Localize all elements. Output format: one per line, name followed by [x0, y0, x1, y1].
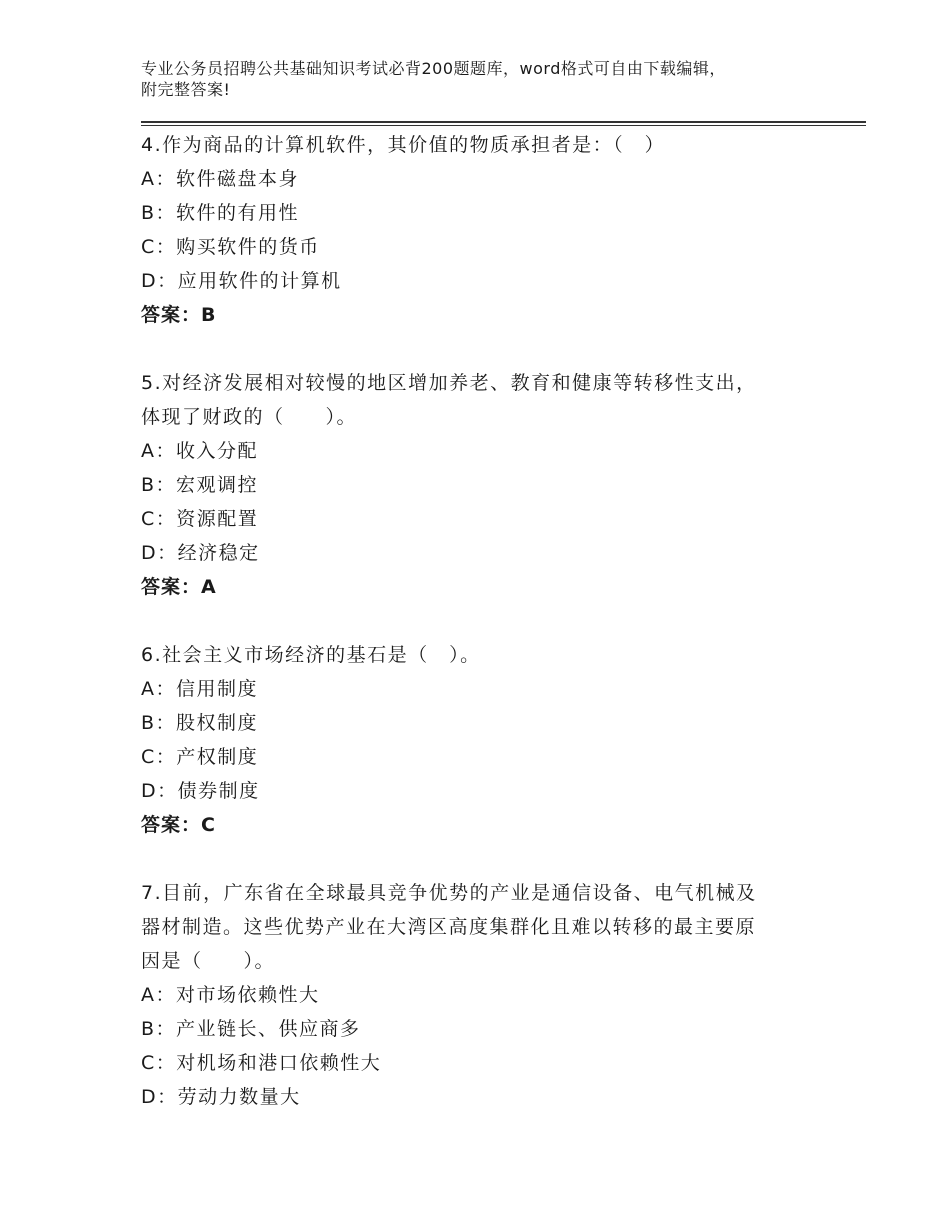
option-c: C：购买软件的货币 [141, 236, 320, 258]
answer: 答案：C [141, 814, 216, 836]
question-stem: 6.社会主义市场经济的基石是（ ）。 [141, 644, 481, 666]
header-line-1: 专业公务员招聘公共基础知识考试必背200题题库，word格式可自由下载编辑， [141, 59, 726, 78]
question-block [141, 366, 841, 604]
option-b: B：产业链长、供应商多 [141, 1018, 361, 1040]
option-b: B：宏观调控 [141, 474, 259, 496]
option-d: D：劳动力数量大 [141, 1086, 301, 1108]
option-c: C：对机场和港口依赖性大 [141, 1052, 382, 1074]
option-b: B：软件的有用性 [141, 202, 300, 224]
option-a: A：收入分配 [141, 440, 258, 462]
option-d: D：应用软件的计算机 [141, 270, 342, 292]
option-a: A：软件磁盘本身 [141, 168, 299, 190]
question-stem-continued: 因是（ ）。 [141, 950, 276, 972]
header-line-2: 附完整答案! [141, 80, 231, 99]
document-header [141, 58, 841, 100]
question-stem: 5.对经济发展相对较慢的地区增加养老、教育和健康等转移性支出， [141, 372, 757, 394]
question-block [141, 128, 841, 332]
question-stem: 4.作为商品的计算机软件，其价值的物质承担者是：（ ） [141, 134, 666, 156]
option-d: D：经济稳定 [141, 542, 260, 564]
answer: 答案：B [141, 304, 217, 326]
header-divider [141, 121, 866, 126]
question-block [141, 876, 841, 1114]
question-list [141, 128, 841, 1114]
question-stem-continued: 器材制造。这些优势产业在大湾区高度集群化且难以转移的最主要原 [141, 916, 757, 938]
option-c: C：产权制度 [141, 746, 259, 768]
question-stem: 7.目前，广东省在全球最具竞争优势的产业是通信设备、电气机械及 [141, 882, 757, 904]
question-stem-continued: 体现了财政的（ ）。 [141, 406, 358, 428]
option-b: B：股权制度 [141, 712, 259, 734]
question-block [141, 638, 841, 842]
option-c: C：资源配置 [141, 508, 259, 530]
option-d: D：债券制度 [141, 780, 260, 802]
option-a: A：信用制度 [141, 678, 258, 700]
option-a: A：对市场依赖性大 [141, 984, 320, 1006]
answer: 答案：A [141, 576, 217, 598]
